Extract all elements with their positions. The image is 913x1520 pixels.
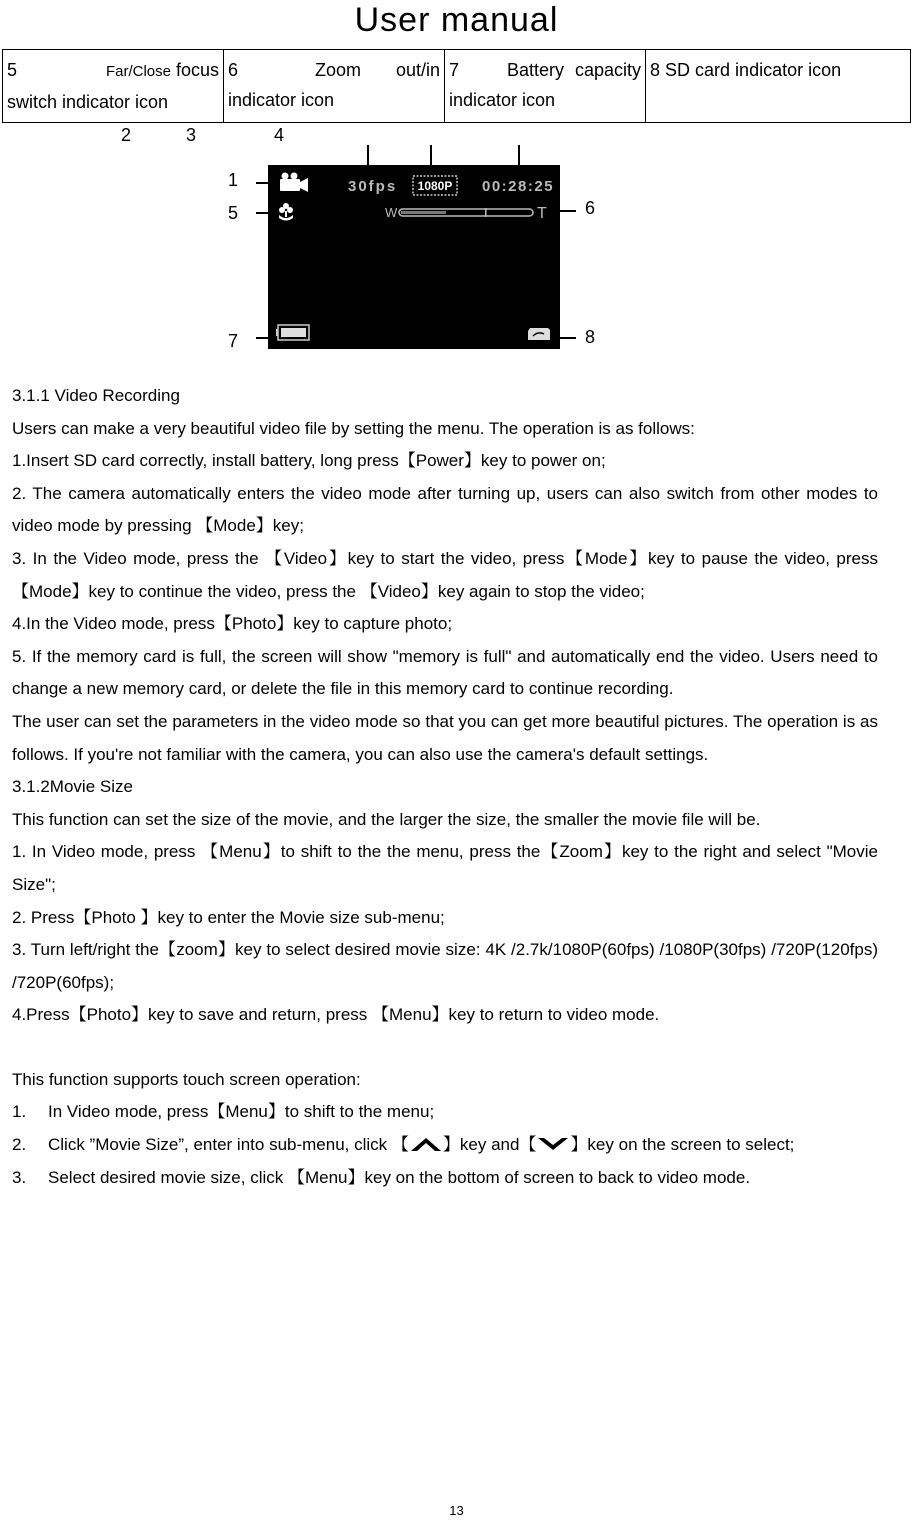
callout-1: 1 xyxy=(228,170,239,190)
legend-label-line2: switch indicator icon xyxy=(7,92,169,112)
callout-2: 2 xyxy=(121,125,132,145)
list-item xyxy=(12,1162,878,1195)
sd-card-icon xyxy=(528,328,550,340)
manual-body xyxy=(12,380,878,1194)
record-timer: 00:28:25 xyxy=(482,178,555,195)
list-text: 】key and【 xyxy=(442,1135,537,1155)
callout-5: 5 xyxy=(228,203,239,223)
down-arrow-icon xyxy=(536,1135,570,1153)
paragraph: This function supports touch screen operation: xyxy=(12,1069,361,1089)
list-item xyxy=(12,1129,878,1162)
paragraph: 3. In the Video mode, press the 【Video】key to start the video, press【Mode】key to pause the video, press 【Mode】key to continue the video, press the 【Video】key again to stop the video; xyxy=(12,548,878,601)
list-text: Click ”Movie Size”, enter into sub-menu, click 【 xyxy=(48,1135,409,1155)
legend-label-small: Far/Close xyxy=(105,63,171,80)
list-text: In Video mode, press【Menu】to shift to the menu; xyxy=(48,1102,435,1122)
zoom-bar xyxy=(399,208,533,217)
resolution-badge xyxy=(413,176,457,195)
legend-cell-6 xyxy=(224,50,445,123)
paragraph: 5. If the memory card is full, the screen will show "memory is full" and automatically end the video. Users need to change a new memory card, or delete the file in this memory card to continue recording. xyxy=(12,646,878,699)
legend-number: 7 xyxy=(449,60,460,80)
legend-cell-5 xyxy=(3,50,224,123)
camera-screen xyxy=(268,165,560,349)
page-number: 13 xyxy=(449,1503,464,1518)
zoom-t-label: T xyxy=(537,205,547,222)
page-title: User manual xyxy=(354,1,559,39)
battery-icon xyxy=(276,325,309,340)
paragraph: 4.Press【Photo】key to save and return, press 【Menu】key to return to video mode. xyxy=(12,1005,660,1025)
paragraph: This function can set the size of the movie, and the larger the size, the smaller the movie file will be. xyxy=(12,809,761,829)
fps-label: 30fps xyxy=(348,178,398,195)
list-number: 1. xyxy=(12,1102,27,1122)
zoom-w-label: W xyxy=(385,205,398,220)
resolution-label: 1080P xyxy=(417,179,453,193)
list-text: 】key on the screen to select; xyxy=(570,1135,795,1155)
paragraph: 1. In Video mode, press 【Menu】to shift to the the menu, press the【Zoom】key to the right and select "Movie Size"; xyxy=(12,842,878,894)
focus-macro-icon xyxy=(279,203,293,221)
callout-6: 6 xyxy=(585,198,596,218)
up-arrow-icon xyxy=(409,1135,443,1153)
paragraph: 4.In the Video mode, press【Photo】key to capture photo; xyxy=(12,614,453,634)
callout-3: 3 xyxy=(186,125,197,145)
list-text: Select desired movie size, click 【Menu】key on the bottom of screen to back to video mode. xyxy=(48,1167,751,1187)
legend-cell-7 xyxy=(445,50,646,123)
legend-label-line2: indicator icon xyxy=(228,90,335,110)
legend-number: 5 xyxy=(7,60,18,80)
paragraph: 2. Press【Photo 】key to enter the Movie size sub-menu; xyxy=(12,907,445,927)
list-item xyxy=(12,1096,878,1129)
legend-label-line2: indicator icon xyxy=(449,90,556,110)
paragraph: 2. The camera automatically enters the video mode after turning up, users can also switch from other modes to video mode by pressing 【Mode】key; xyxy=(12,483,878,536)
list-number: 2. xyxy=(12,1135,27,1155)
icon-legend-table xyxy=(2,49,911,123)
legend-number: 6 xyxy=(228,60,239,80)
section-heading-video-recording: 3.1.1 Video Recording xyxy=(12,386,180,405)
section-heading-movie-size: 3.1.2Movie Size xyxy=(12,777,133,797)
camera-screen-graphic xyxy=(268,165,560,349)
callout-8: 8 xyxy=(585,327,596,347)
paragraph: Users can make a very beautiful video file by setting the menu. The operation is as follows: xyxy=(12,418,695,438)
legend-label: Zoom out/in xyxy=(314,60,440,80)
callout-4: 4 xyxy=(274,125,285,145)
paragraph: The user can set the parameters in the video mode so that you can get more beautiful pictures. The operation is as follows. If you're not familiar with the camera, you can also use the camera's default settings. xyxy=(12,711,878,764)
list-number: 3. xyxy=(12,1167,27,1187)
paragraph: 3. Turn left/right the【zoom】key to select desired movie size: 4K /2.7k/1080P(60fps) /1080P(30fps) /720P(120fps) /720P(60fps); xyxy=(12,940,878,992)
legend-label: Battery capacity xyxy=(506,60,641,80)
callout-7: 7 xyxy=(228,331,239,351)
video-mode-icon xyxy=(280,173,308,193)
legend-label: focus xyxy=(170,60,219,80)
legend-number: 8 xyxy=(650,60,661,80)
legend-cell-8 xyxy=(646,50,911,123)
paragraph: 1.Insert SD card correctly, install battery, long press【Power】key to power on; xyxy=(12,451,606,471)
legend-label: SD card indicator icon xyxy=(665,60,842,80)
